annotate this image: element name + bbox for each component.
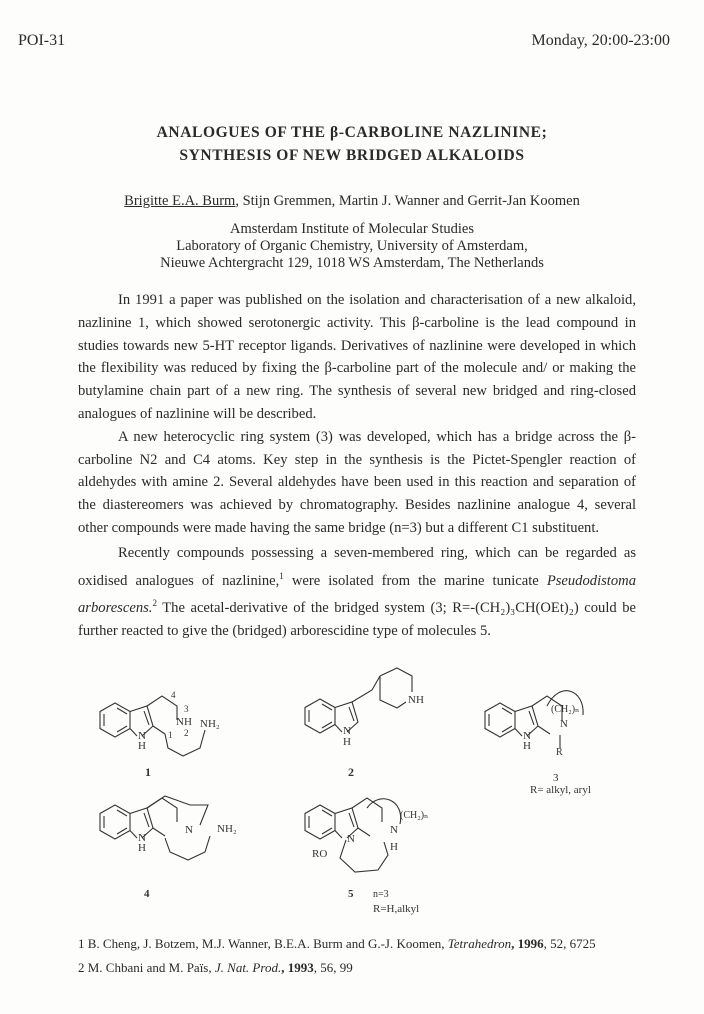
fn1-volume-page: , 52, 6725 (543, 936, 596, 951)
c5-h: H (390, 841, 398, 853)
compound-3-piperidine-ring (532, 696, 562, 734)
compound-2-piperidine (352, 668, 412, 708)
compound-4-chains (147, 796, 210, 860)
compound-5-number: 5 (348, 888, 354, 900)
c3-r: R (556, 747, 563, 758)
c1-n: N (138, 730, 146, 742)
c2-n: N (343, 725, 351, 737)
affiliation-1: Amsterdam Institute of Molecular Studies (229, 221, 475, 237)
compound-5-note-r: R=H,alkyl (373, 903, 420, 915)
compound-2-number: 2 (348, 765, 354, 779)
compound-3-note: R= alkyl, aryl (530, 784, 591, 796)
paragraph-2: A new heterocyclic ring system (3) was developed, which has a bridge across the β-carboline N2 and C4 atoms. Key step in the synthesis is the Pictet-Spengler reaction of aldehydes with amine 2. Several aldehydes have been used in this reaction and separation of the diastereomers was achieved by chromatography. Besides nazlinine analogue 4, several other compounds were made having the same bridge (n=3) but a different C1 substituent. (78, 428, 636, 536)
co-authors: , Stijn Gremmen, Martin J. Wanner and Gerrit-Jan Koomen (235, 193, 580, 209)
species-name: Pseudodistoma arborescens. (78, 572, 636, 617)
paragraph-1: In 1991 a paper was published on the isolation and characterisation of a new alkaloid, nazlinine 1, which showed serotonergic activity. This β-carboline is the lead compound in studies towards new 5-HT receptor ligands. Derivatives of nazlinine were developed in which the flexibility was reduced by fixing the β-carboline part of the molecule and/ or making the butylamine chain part of a new ring. The synthesis of several new bridged and ring-closed analogues of nazlinine will be described. (78, 292, 636, 422)
c5-n: N (390, 824, 398, 836)
fn2-journal: J. Nat. Prod. (214, 960, 282, 975)
c3-n: N (560, 718, 568, 730)
affiliation-2: Laboratory of Organic Chemistry, University of Amsterdam, (176, 238, 528, 254)
fn2-year: , 1993 (281, 960, 314, 975)
title-line-2: SYNTHESIS OF NEW BRIDGED ALKALOIDS (179, 147, 525, 164)
poster-code: POI-31 (18, 32, 66, 49)
ref-1-marker: 1 (279, 570, 284, 581)
c3-ch2n: (CH₂)ₙ (551, 704, 580, 715)
c1-nh: NH (176, 716, 192, 728)
compound-4-piperidine-ring (147, 798, 177, 836)
c1-nh2: NH₂ (200, 718, 220, 730)
compound-1-piperidine-ring (147, 696, 177, 734)
c4-indole-n: N (138, 832, 146, 844)
compound-3-number: 3 (553, 772, 559, 784)
compound-4-number: 4 (144, 888, 150, 900)
c3-h: H (523, 740, 531, 752)
fn2-volume-page: , 56, 99 (313, 960, 353, 975)
c1-pos1: 1 (168, 730, 173, 740)
compound-5-note-n: n=3 (373, 889, 389, 900)
c4-nh2: NH₂ (217, 823, 237, 835)
p3-text-b: were isolated from the marine tunicate (283, 572, 547, 589)
c5-ro: RO (312, 848, 328, 860)
c2-h: H (343, 736, 351, 748)
compound-5-piperidine-ring (352, 798, 382, 836)
c5-ch2n: (CH₂)ₙ (400, 810, 429, 821)
compound-5-benzene-ring (305, 805, 335, 839)
c1-h: H (138, 740, 146, 752)
p3-text-a: Recently compounds possessing a seven-membered ring, which can be regarded as oxidised analogues of nazlinine, (78, 544, 636, 589)
c1-pos2: 2 (184, 728, 189, 738)
compound-4-benzene-ring (100, 805, 130, 839)
c4-n: N (185, 824, 193, 836)
compound-1-benzene-ring (100, 703, 130, 737)
presenting-author: Brigitte E.A. Burm (124, 193, 236, 209)
c1-pos4: 4 (171, 690, 176, 700)
compound-2-benzene-ring (305, 699, 335, 733)
title-line-1: ANALOGUES OF THE β-CARBOLINE NAZLININE; (156, 124, 548, 141)
fn1-authors: 1 B. Cheng, J. Botzem, M.J. Wanner, B.E.A. Burm and G.-J. Koomen, (78, 936, 448, 951)
c4-h: H (138, 842, 146, 854)
fn2-authors: 2 M. Chbani and M. Païs, (78, 960, 215, 975)
session-time: Monday, 20:00-23:00 (531, 32, 670, 49)
footnote-1 (78, 936, 596, 952)
compound-3-benzene-ring (485, 703, 515, 737)
c5-indole-n: N (347, 833, 355, 845)
compound-1-number: 1 (145, 765, 151, 779)
c1-pos3: 3 (184, 704, 189, 714)
affiliation-3: Nieuwe Achtergracht 129, 1018 WS Amsterdam, The Netherlands (160, 255, 544, 271)
c2-nh: NH (408, 694, 424, 706)
fn1-year: , 1996 (511, 936, 544, 951)
ref-2-marker: 2 (152, 598, 157, 609)
footnote-2 (78, 960, 353, 976)
fn1-journal: Tetrahedron (447, 936, 512, 951)
p3-text-c: The acetal-derivative of the bridged system (3; R=-(CH₂)₃CH(OEt)₂) could be further reacted to give the (bridged) arborescidine type of molecules 5. (78, 600, 636, 639)
c3-indole-n: N (523, 730, 531, 742)
